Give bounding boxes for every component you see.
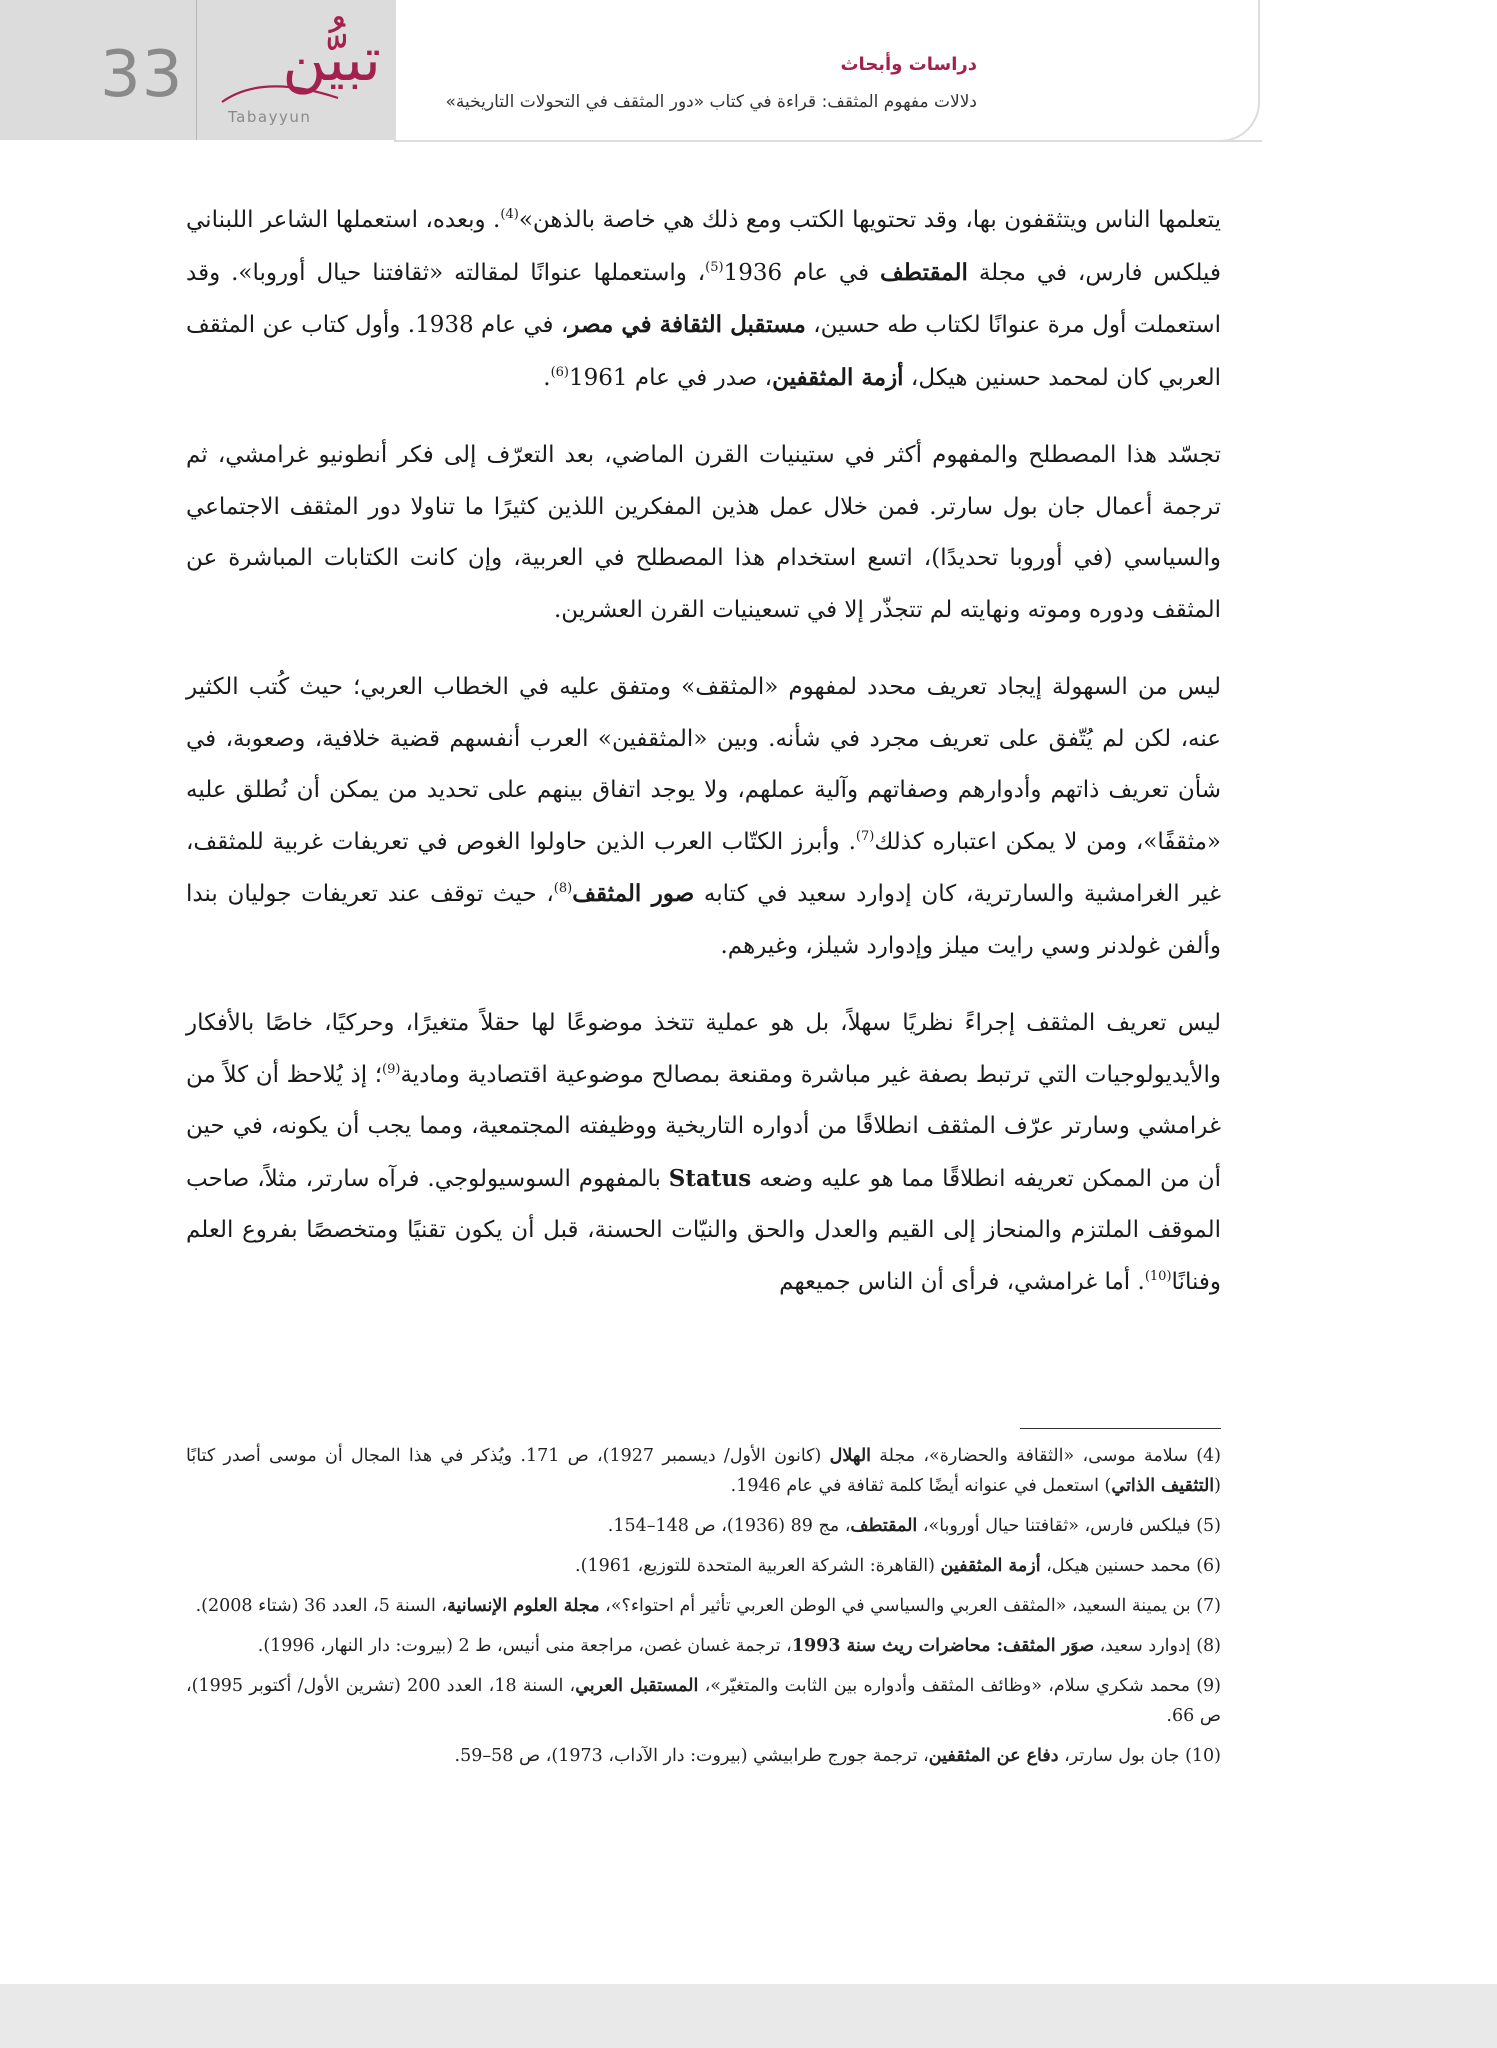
journal-title: المقتطف xyxy=(879,258,968,286)
book-title: مستقبل الثقافة في مصر xyxy=(568,311,806,338)
journal-title: الهلال xyxy=(829,1446,872,1466)
footnote-7 xyxy=(186,1591,1221,1621)
page-bottom-band xyxy=(0,1984,1497,2048)
article-body xyxy=(186,195,1221,1334)
text-run: ، ترجمة جورج طرابيشي (بيروت: دار الآداب، 1973)، ص 58–59. xyxy=(454,1746,929,1766)
latin-term: Status xyxy=(668,1164,752,1192)
journal-title: المقتطف xyxy=(850,1516,918,1536)
text-run: ؛ إذ يُلاحظ أن كلاً من غرامشي وسارتر عرّف المثقف انطلاقًا من أدواره التاريخية ووظيفته المجتمعية، ومما يجب أن يكونه، في حين أن من الممكن تعريفه انطلاقًا مما هو عليه وضعه xyxy=(186,1061,1221,1192)
running-title: دلالات مفهوم المثقف: قراءة في كتاب «دور المثقف في التحولات التاريخية» xyxy=(445,92,977,112)
footnote-ref-7[interactable]: (7) xyxy=(855,828,875,844)
text-run: . وبعده، استعملها الشاعر اللبناني فيلكس فارس، في مجلة xyxy=(186,207,1221,286)
text-run: بن يمينة السعيد، «المثقف العربي والسياسي في الوطن العربي تأثير أم احتواء؟»، xyxy=(599,1596,1191,1616)
text-run: ليس تعريف المثقف إجراءً نظريًا سهلاً، بل هو عملية تتخذ موضوعًا لها حقلاً متغيرًا، وحركيًا، خاصًا بالأفكار والأيديولوجيات التي ترتبط بصفة غير مباشرة ومقنعة بمصالح موضوعية اقتصادية ومادية xyxy=(186,1010,1221,1088)
journal-title: مجلة العلوم الإنسانية xyxy=(447,1596,600,1616)
journal-title: المستقبل العربي xyxy=(575,1676,699,1696)
footnotes xyxy=(186,1441,1221,1781)
text-run: ، صدر في عام 1961 xyxy=(569,364,773,391)
footnote-number: (5) xyxy=(1196,1516,1221,1536)
footnote-separator xyxy=(1020,1428,1221,1429)
text-run: جان بول سارتر، xyxy=(1058,1746,1180,1766)
text-run: ، في عام 1938. وأول كتاب عن المثقف العربي كان لمحمد حسنين هيكل، xyxy=(186,312,1221,391)
footnote-number: (7) xyxy=(1196,1596,1221,1616)
footnote-number: (9) xyxy=(1196,1676,1221,1696)
paragraph-2: تجسّد هذا المصطلح والمفهوم أكثر في ستينيات القرن الماضي، بعد التعرّف إلى فكر أنطونيو غرامشي، ثم ترجمة أعمال جان بول سارتر. فمن خلال عمل هذين المفكرين اللذين كثيرًا ما تناولا دور المثقف الاجتماعي والسياسي (في أوروبا تحديدًا)، اتسع استخدام هذا المصطلح في العربية، وإن كانت الكتابات المباشرة عن المثقف ودوره وموته ونهايته لم تتجذّر إلا في تسعينيات القرن العشرين. xyxy=(186,442,1221,623)
footnote-4 xyxy=(186,1441,1221,1501)
section-label: دراسات وأبحاث xyxy=(840,54,977,75)
book-title: أزمة المثقفين xyxy=(940,1556,1041,1576)
text-run: . وأبرز الكتّاب العرب الذين حاولوا الغوص في تعريفات غربية للمثقف، غير الغرامشية والسارترية، كان إدوارد سعيد في كتابه xyxy=(186,828,1222,907)
text-run: إدوارد سعيد، xyxy=(1094,1636,1191,1656)
text-run: . xyxy=(543,364,551,391)
footnote-number: (10) xyxy=(1185,1746,1221,1766)
footnote-ref-5[interactable]: (5) xyxy=(705,259,724,275)
text-run: . أما غرامشي، فرأى أن الناس جميعهم xyxy=(779,1268,1145,1295)
footnote-ref-6[interactable]: (6) xyxy=(550,364,569,380)
text-run: بالمفهوم السوسيولوجي. فرآه سارتر، مثلاً، صاحب الموقف الملتزم والمنحاز إلى القيم والعدل والحق والنيّات الحسنة، قبل أن يكون تقنيًا ومتخصصًا بفروع العلم وفنانًا xyxy=(186,1165,1221,1295)
footnote-5 xyxy=(186,1511,1221,1541)
text-run: ، ترجمة غسان غصن، مراجعة منى أنيس، ط 2 (بيروت: دار النهار، 1996). xyxy=(257,1636,792,1656)
footnote-10 xyxy=(186,1741,1221,1771)
footnote-ref-10[interactable]: (10) xyxy=(1144,1268,1172,1284)
header-corner-curve xyxy=(1208,0,1260,142)
text-run: ، السنة 5، العدد 36 (شتاء 2008). xyxy=(195,1596,448,1616)
text-run: محمد شكري سلام، «وظائف المثقف وأدواره بين الثابت والمتغيّر»، xyxy=(698,1676,1190,1696)
footnote-number: (6) xyxy=(1196,1556,1221,1576)
paragraph-3 xyxy=(186,662,1221,972)
book-title: التثقيف الذاتي xyxy=(1111,1476,1215,1496)
footnote-9 xyxy=(186,1671,1221,1731)
footnote-number: (8) xyxy=(1196,1636,1221,1656)
header-side-panel xyxy=(0,0,394,140)
text-run: (كانون الأول/ ديسمبر 1927)، ص 171. ويُذكر في هذا المجال أن موسى أصدر كتابًا ( xyxy=(186,1446,1221,1496)
footnote-number: (4) xyxy=(1196,1446,1221,1466)
text-run: ، حيث توقف عند تعريفات جوليان بندا وألفن غولدنر وسي رايت ميلز وإدوارد شيلز، وغيرهم. xyxy=(186,881,1221,959)
footnote-8 xyxy=(186,1631,1221,1661)
text-run: فيلكس فارس، «ثقافتنا حيال أوروبا»، xyxy=(917,1516,1191,1536)
text-run: محمد حسنين هيكل، xyxy=(1040,1556,1191,1576)
logo-swoosh-icon xyxy=(220,80,340,110)
header-divider xyxy=(196,0,197,140)
logo-arabic-text: تبيُّن xyxy=(282,25,381,95)
book-title: دفاع عن المثقفين xyxy=(928,1746,1059,1766)
header-band xyxy=(394,0,1262,142)
text-run: ، السنة 18، العدد 200 (تشرين الأول/ أكتوبر 1995)، ص 66. xyxy=(186,1676,1221,1726)
text-run: في عام 1936 xyxy=(723,259,880,286)
tabayyun-logo xyxy=(214,18,389,133)
text-run: ، مج 89 (1936)، ص 148–154. xyxy=(607,1516,851,1536)
book-title: صوَر المثقف: محاضرات ريث سنة 1993 xyxy=(791,1636,1095,1656)
footnote-ref-9[interactable]: (9) xyxy=(382,1061,401,1077)
footnote-6 xyxy=(186,1551,1221,1581)
footnote-ref-4[interactable]: (4) xyxy=(500,207,519,222)
text-run: سلامة موسى، «الثقافة والحضارة»، مجلة xyxy=(871,1446,1188,1466)
header-right-blank xyxy=(1260,0,1497,140)
text-run: (القاهرة: الشركة العربية المتحدة للتوزيع، 1961). xyxy=(575,1556,941,1576)
paragraph-4 xyxy=(186,998,1221,1308)
text-run: ، واستعملها عنوانًا لمقالته «ثقافتنا حيال أوروبا». وقد استعملت أول مرة عنوانًا لكتاب طه حسين، xyxy=(186,259,1221,338)
book-title: أزمة المثقفين xyxy=(772,363,904,391)
logo-latin-text: Tabayyun xyxy=(228,108,312,126)
paragraph-1 xyxy=(186,195,1221,404)
text-run: ليس من السهولة إيجاد تعريف محدد لمفهوم «المثقف» ومتفق عليه في الخطاب العربي؛ حيث كُتب الكثير عنه، لكن لم يُتّفق على تعريف مجرد في شأنه. وبين «المثقفين» العرب أنفسهم قضية خلافية، وصعوبة، في شأن تعريف ذاتهم وأدوارهم وصفاتهم وآلية عملهم، ولا يوجد اتفاق بينهم على تحديد من يمكن أن نُطلق عليه «مثقفًا»، ومن لا يمكن اعتباره كذلك xyxy=(186,674,1221,855)
footnote-ref-8[interactable]: (8) xyxy=(553,881,573,896)
text-run: ) استعمل في عنوانه أيضًا كلمة ثقافة في عام 1946. xyxy=(730,1476,1112,1496)
text-run: يتعلمها الناس ويتثقفون بها، وقد تحتويها الكتب ومع ذلك هي خاصة بالذهن» xyxy=(518,207,1221,233)
book-title: صور المثقف xyxy=(572,880,695,907)
page-number: 33 xyxy=(100,38,184,112)
